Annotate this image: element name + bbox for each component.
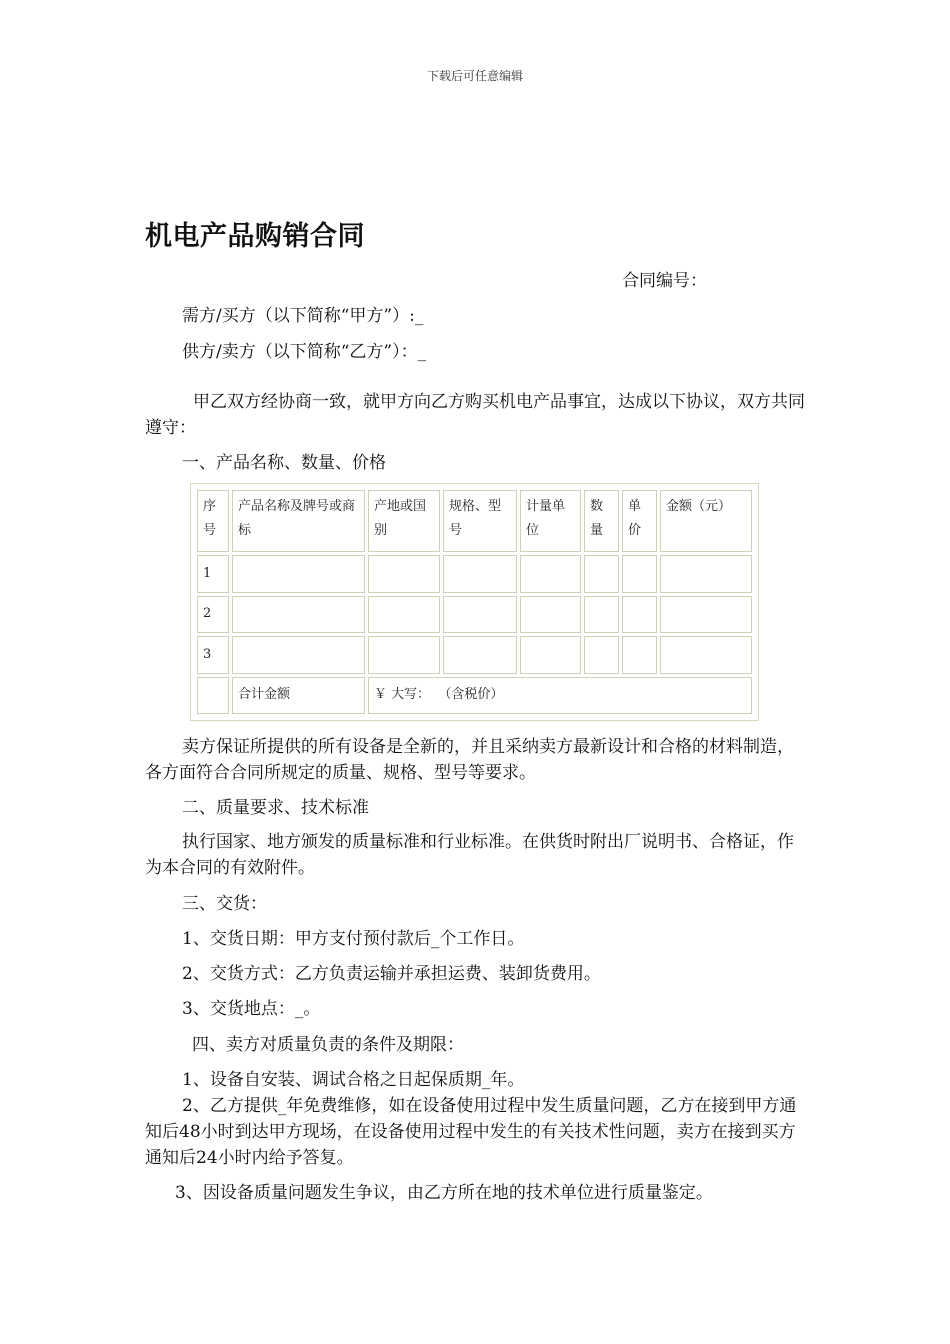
section-4-heading: 四、卖方对质量负责的条件及期限： — [192, 1035, 464, 1055]
total-label: 合计金额 — [232, 677, 365, 715]
table-cell — [520, 636, 581, 674]
table-cell — [520, 596, 581, 634]
table-cell — [584, 555, 619, 593]
table-total-row — [197, 677, 752, 715]
table-cell — [622, 636, 657, 674]
document-title: 机电产品购销合同 — [145, 221, 365, 252]
table-row — [197, 636, 752, 674]
contract-number-label: 合同编号： — [622, 271, 707, 291]
table-row — [197, 555, 752, 593]
guarantee-paragraph: 卖方保证所提供的所有设备是全新的，并且采纳卖方最新设计和合格的材料制造，各方面符合合同所规定的质量、规格、型号等要求。 — [145, 737, 794, 783]
table-cell — [368, 636, 440, 674]
page-header: 下载后可任意编辑 — [426, 69, 523, 83]
delivery-date: 1、交货日期：甲方支付预付款后_个工作日。 — [182, 929, 525, 949]
total-value: ￥ 大写： （含税价） — [368, 677, 752, 715]
seller-line: 供方/卖方（以下简称“乙方”）：_ — [182, 342, 427, 362]
header-cell: 计量单位 — [520, 490, 581, 552]
product-table — [190, 483, 759, 721]
table-cell — [584, 596, 619, 634]
section-2-heading: 二、质量要求、技术标准 — [182, 798, 369, 818]
header-cell: 序号 — [197, 490, 229, 552]
table-cell — [660, 596, 752, 634]
table-cell — [232, 636, 365, 674]
table-cell — [622, 596, 657, 634]
table-cell — [197, 677, 229, 715]
quality-term-1: 1、设备自安装、调试合格之日起保质期_年。 — [182, 1070, 525, 1090]
table-cell — [368, 555, 440, 593]
table-cell — [660, 636, 752, 674]
header-cell: 数量 — [584, 490, 619, 552]
section-3-heading: 三、交货： — [182, 894, 267, 914]
row-number: 3 — [197, 636, 229, 674]
table-cell — [368, 596, 440, 634]
table-cell — [443, 636, 517, 674]
header-cell: 规格、型号 — [443, 490, 517, 552]
table-cell — [622, 555, 657, 593]
table-cell — [232, 596, 365, 634]
intro-paragraph: 甲乙双方经协商一致，就甲方向乙方购买机电产品事宜，达成以下协议，双方共同遵守： — [145, 392, 805, 438]
standard-paragraph: 执行国家、地方颁发的质量标准和行业标准。在供货时附出厂说明书、合格证，作为本合同的有效附件。 — [145, 832, 794, 878]
table-cell — [443, 555, 517, 593]
table-row — [197, 596, 752, 634]
delivery-method: 2、交货方式：乙方负责运输并承担运费、装卸货费用。 — [182, 964, 601, 984]
delivery-location: 3、交货地点：_。 — [182, 999, 321, 1019]
header-cell: 单价 — [622, 490, 657, 552]
table-cell — [584, 636, 619, 674]
header-cell: 产地或国别 — [368, 490, 440, 552]
row-number: 2 — [197, 596, 229, 634]
quality-term-3: 3、因设备质量问题发生争议，由乙方所在地的技术单位进行质量鉴定。 — [175, 1183, 713, 1203]
row-number: 1 — [197, 555, 229, 593]
section-1-heading: 一、产品名称、数量、价格 — [182, 453, 386, 473]
table-cell — [660, 555, 752, 593]
buyer-line: 需方/买方（以下简称“甲方”）:_ — [182, 306, 424, 326]
table-header-row — [197, 490, 752, 552]
table-cell — [232, 555, 365, 593]
header-cell: 金额（元） — [660, 490, 752, 552]
header-cell: 产品名称及牌号或商标 — [232, 490, 365, 552]
table-cell — [520, 555, 581, 593]
quality-term-2: 2、乙方提供_年免费维修，如在设备使用过程中发生质量问题，乙方在接到甲方通知后48小时到达甲方现场，在设备使用过程中发生的有关技术性问题，卖方在接到买方通知后24小时内给予答复。 — [145, 1096, 797, 1168]
table-cell — [443, 596, 517, 634]
